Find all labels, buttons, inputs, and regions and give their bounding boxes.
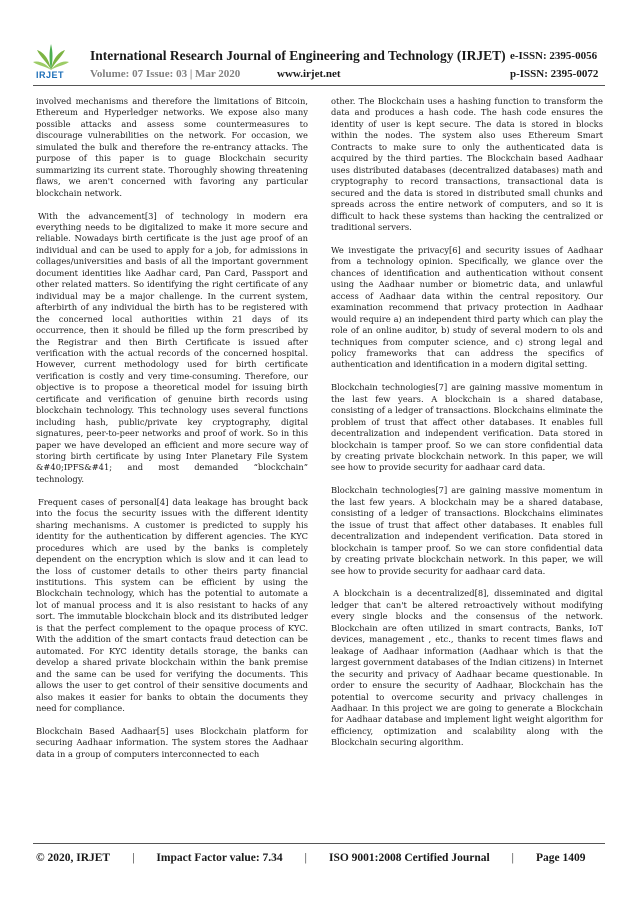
journal-title: International Research Journal of Engineering and Technology (IRJET) [90, 48, 506, 63]
paragraph: Blockchain technologies[7] are gaining massive momentum in the last few years. A blockchain may be a shared database, consisting of a ledger of transactions. Blockchains eliminates the issue of trust that affect other databases. It enables full decentralization and independent verification. Data stored in blockchain is tamper proof. So we can store confidential data by creating private blockchain network. In this paper, we will see how to provide security for aadhaar card data. [331, 485, 603, 576]
left-column [36, 96, 308, 772]
page-header [0, 0, 638, 86]
paragraph: involved mechanisms and therefore the limitations of Bitcoin, Ethereum and Hyperledger networks. We expose also many possible attacks and assess some countermeasures to discourage vulnerabilities on the network. For occasion, we simulated the bulk and therefore the re-entrancy attacks. The purpose of this paper is to guage Blockchain security summarizing its current state. Thoroughly showing threatening flaws, we aren't concerned with favoring any particular blockchain network. [36, 96, 308, 198]
paragraph: Blockchain technologies[7] are gaining massive momentum in the last few years. A blockchain is a shared database, consisting of a ledger of transactions. Blockchains eliminate the problem of trust that affect other databases. It enables full decentralization and independent verification. Data stored in blockchain is tamper proof. So we can store confidential data by creating private blockchain network. In this paper, we will see how to provide security for aadhaar card data. [331, 382, 603, 473]
footer-separator: | [304, 852, 307, 864]
logo-text: IRJET [36, 70, 65, 80]
journal-website[interactable]: www.irjet.net [277, 68, 341, 80]
e-issn: e-ISSN: 2395-0056 [510, 50, 598, 62]
leaf-logo-icon [33, 44, 69, 72]
paragraph: Frequent cases of personal[4] data leakage has brought back into the focus the security issues with the different identity sharing mechanisms. A customer is predicted to supply his identity for the authentication by different agencies. The KYC procedures which are used by the banks is completely dependent on the encryption which is slow and it can lead to the loss of customer details to other theirs party financial institutions. This system can be efficient by using the Blockchain technology, which has the potential to automate a lot of manual process and it is also resistant to hacks of any sort. The immutable blockchain block and its distributed ledger is that the perfect complement to the opaque process of KYC. With the addition of the smart contacts fraud detection can be automated. For KYC identity details storage, the banks can develop a shared private blockchain within the bank premise and the same can be used for verifying the documents. This allows the user to get control of their sensitive documents and also makes it easier for banks to obtain the documents they need for compliance. [36, 496, 308, 713]
page-footer [36, 852, 606, 864]
p-issn: p-ISSN: 2395-0072 [510, 68, 599, 80]
impact-factor: Impact Factor value: 7.34 [156, 852, 283, 864]
right-column [331, 96, 603, 760]
paragraph: Blockchain Based Aadhaar[5] uses Blockchain platform for securing Aadhaar information. The system stores the Aadhaar data in a group of computers interconnected to each [36, 725, 308, 759]
page-number: Page 1409 [535, 852, 586, 864]
paragraph: With the advancement[3] of technology in modern era everything needs to be digitalized to make it more secure and reliable. Nowadays birth certificate is the just age proof of an individual and can be used to apply for a job, for admissions in collages/universities and basis of all the important government document identities like Aadhar card, Pan Card, Passport and other related matters. So identifying the right certificate of any individual may be a major challenge. In the current system, afterbirth of any individual the birth has to be registered with the concerned local authorities within 21 days of its occurrence, then it should be filled up the form prescribed by the Registrar and then Birth Certificate is issued after verification with the actual records of the concerned hospital. However, current methodology used for birth certificate verification is costly and very time-consuming. Therefore, our objective is to propose a theoretical model for issuing birth certificate and verification of genuine birth records using blockchain technology. This technology uses several functions including hash, public/private key cryptography, digital signatures, peer-to-peer networks and proof of work. So in this paper we have developed an efficient and more secure way of storing birth certificate by using Inter Planetary File System &#40;IPFS&#41; and most demanded “blockchain” technology. [36, 210, 308, 484]
paragraph: other. The Blockchain uses a hashing function to transform the data and produces a hash code. The hash code ensures the identity of user is kept secure. The data is stored in blocks within the nodes. The system also uses Ethereum Smart Contracts to make sure to only the authenticated data is acquired by the third parties. The Blockchain based Aadhaar uses distributed databases (decentralized databases) math and cryptography to record transactions, transactional data is secured and the data is stored in distributed small chunks and spreads across the entire network of computers, and so it is difficult to hack these systems than hacking the centralized or traditional servers. [331, 96, 603, 232]
paragraph: We investigate the privacy[6] and security issues of Aadhaar from a technology opinion. Specifically, we glance over the chances of identification and authentication without consent using the Aadhaar number or biometric data, and unlawful access of Aadhaar data within the central repository. Our examination recommend that privacy protection in Aadhaar would require a) an independent third party which can play the role of an online auditor, b) study of several modern to ols and techniques from computer science, and c) strong legal and policy frameworks that can address the specifics of authentication and identification in a modern digital setting. [331, 244, 603, 370]
footer-divider [33, 843, 605, 844]
paragraph: A blockchain is a decentralized[8], disseminated and digital ledger that can't be altered retroactively without modifying every single blocks and the consensus of the network. Blockchain are often utilized in smart contracts, Banks, IoT devices, management , etc., thanks to recent times flaws and leakage of Aadhaar information (Aadhaar which is that the largest government databases of the Indian citizens) in Internet the security and privacy of Aadhaar became questionable. In order to ensure the security of Aadhaar, Blockchain has the potential to overcome security and privacy challenges in Aadhaar. In this project we are going to generate a Blockchain for Aadhaar database and implement light weight algorithm for efficiency, optimization and scalability along with the Blockchain securing algorithm. [331, 588, 603, 748]
iso-certification: ISO 9001:2008 Certified Journal [328, 852, 490, 864]
footer-separator: | [132, 852, 135, 864]
header-divider [33, 85, 605, 86]
volume-issue: Volume: 07 Issue: 03 | Mar 2020 [90, 68, 241, 80]
footer-separator: | [511, 852, 514, 864]
copyright: © 2020, IRJET [36, 852, 111, 864]
